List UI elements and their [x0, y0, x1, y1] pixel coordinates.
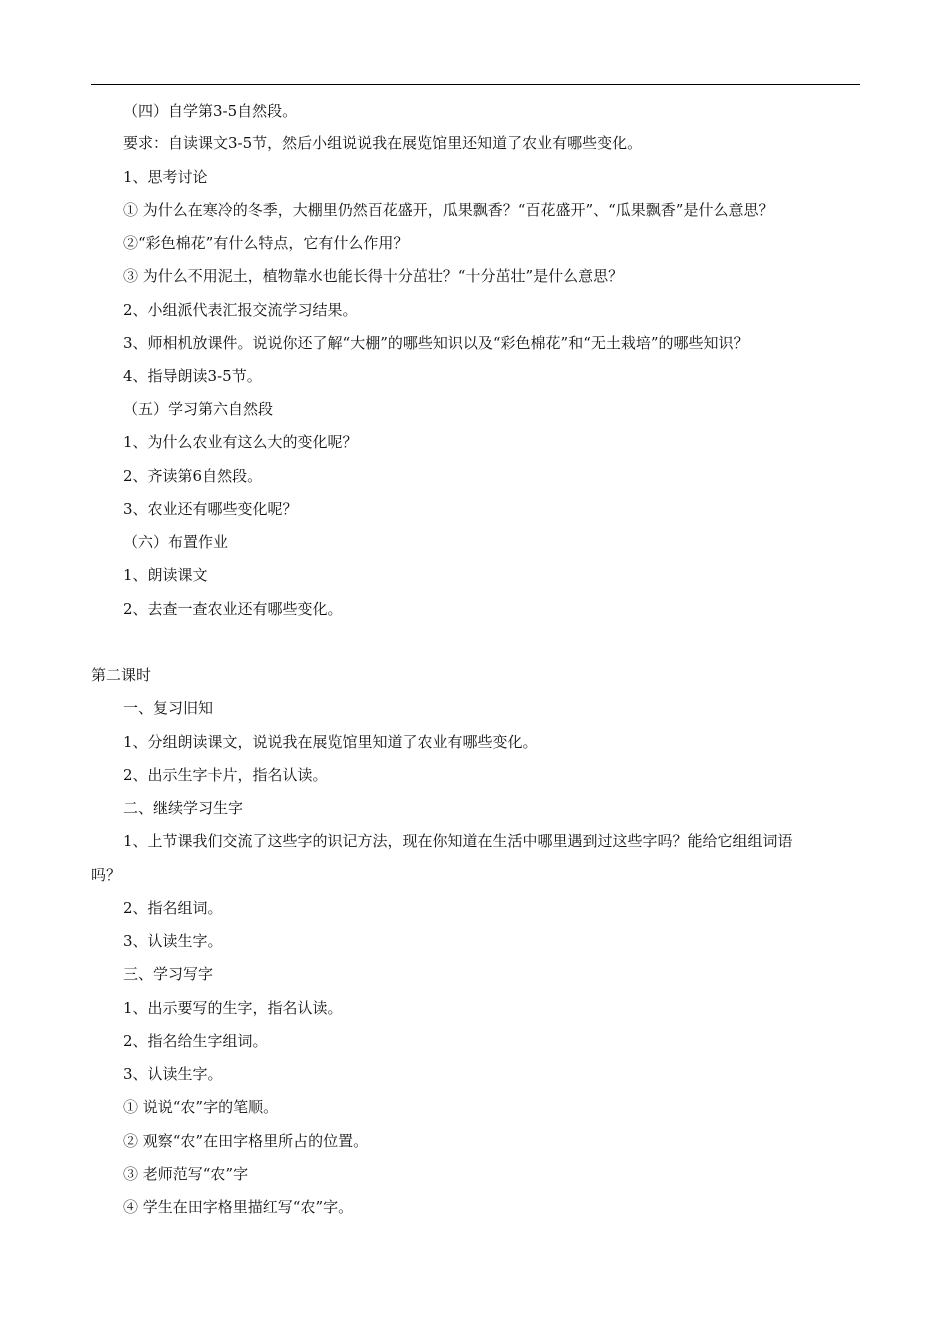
list-item: 3、认读生字。 [123, 932, 223, 950]
list-item: 2、指名给生字组词。 [123, 1032, 268, 1050]
list-item: ②“彩色棉花”有什么特点，它有什么作用？ [123, 234, 409, 252]
list-item: 1、上节课我们交流了这些字的识记方法，现在你知道在生活中哪里遇到过这些字吗？能给它组组词语 [123, 832, 793, 850]
list-item: 3、农业还有哪些变化呢？ [123, 500, 298, 518]
list-item: ② 观察“农”在田字格里所占的位置。 [123, 1132, 369, 1150]
header-rule [91, 84, 860, 85]
list-item: 2、出示生字卡片，指名认读。 [123, 766, 328, 784]
section-heading: 二、继续学习生字 [123, 799, 244, 817]
lesson-heading: 第二课时 [91, 666, 152, 684]
list-item: 1、为什么农业有这么大的变化呢？ [123, 433, 358, 451]
list-item: 2、齐读第6自然段。 [123, 467, 263, 485]
list-item: 3、师相机放课件。说说你还了解“大棚”的哪些知识以及“彩色棉花”和“无土栽培”的哪些知识？ [123, 334, 749, 352]
list-item: 1、思考讨论 [123, 168, 208, 186]
list-item-continuation: 吗？ [91, 866, 122, 884]
list-item: 1、朗读课文 [123, 566, 208, 584]
section-heading-4: （四）自学第3-5自然段。 [123, 102, 298, 120]
list-item: 3、认读生字。 [123, 1065, 223, 1083]
list-item: 1、出示要写的生字，指名认读。 [123, 999, 343, 1017]
list-item: 2、小组派代表汇报交流学习结果。 [123, 301, 358, 319]
requirement-line: 要求：自读课文3-5节，然后小组说说我在展览馆里还知道了农业有哪些变化。 [123, 134, 643, 152]
list-item: 2、去查一查农业还有哪些变化。 [123, 600, 343, 618]
list-item: ④ 学生在田字格里描红写“农”字。 [123, 1198, 354, 1216]
list-item: ① 为什么在寒冷的冬季，大棚里仍然百花盛开，瓜果飘香？“百花盛开”、“瓜果飘香”是什么意思？ [123, 201, 774, 219]
list-item: ③ 老师范写“农”字 [123, 1165, 249, 1183]
section-heading-6: （六）布置作业 [123, 533, 229, 551]
list-item: ③ 为什么不用泥土，植物靠水也能长得十分茁壮？“十分茁壮”是什么意思？ [123, 267, 624, 285]
list-item: 2、指名组词。 [123, 899, 223, 917]
list-item: 1、分组朗读课文，说说我在展览馆里知道了农业有哪些变化。 [123, 733, 538, 751]
section-heading-5: （五）学习第六自然段 [123, 400, 274, 418]
section-heading: 一、复习旧知 [123, 699, 214, 717]
list-item: ① 说说“农”字的笔顺。 [123, 1098, 279, 1116]
list-item: 4、指导朗读3-5节。 [123, 367, 262, 385]
section-heading: 三、学习写字 [123, 965, 214, 983]
